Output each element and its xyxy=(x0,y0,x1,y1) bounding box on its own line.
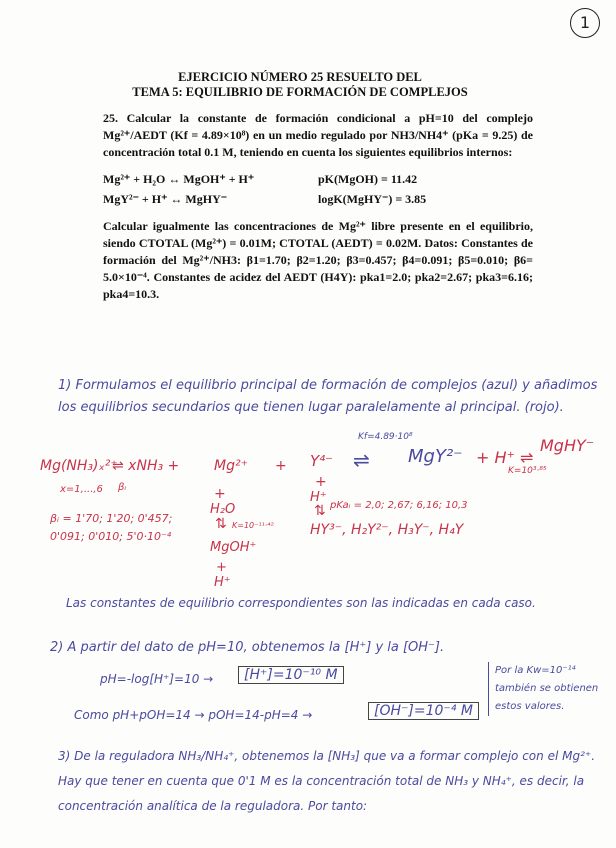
title-line-2: TEMA 5: EQUILIBRIO DE FORMACIÓN DE COMPLEJOS xyxy=(132,85,468,99)
beta-values: βᵢ = 1'70; 1'20; 0'457; 0'091; 0'010; 5'0·10⁻⁴ xyxy=(50,512,173,543)
h-concentration-box: [H⁺]=10⁻¹⁰ M xyxy=(238,666,344,684)
constants-note: Las constantes de equilibrio correspondientes son las indicadas en cada caso. xyxy=(66,596,536,610)
edta-anion: Y⁴⁻ xyxy=(310,452,334,470)
plus-xnh3: ⇌ xNH₃ + xyxy=(112,458,180,474)
equilibrium-2: MgY²⁻ + H⁺ ↔ MgHY⁻ xyxy=(103,192,228,206)
kf-label: Kf=4.89·10⁸ xyxy=(358,432,413,442)
mg-ion: Mg²⁺ xyxy=(214,458,248,474)
mghy-complex: MgHY⁻ xyxy=(540,436,595,455)
edta-protonated-species: HY³⁻, H₂Y²⁻, H₃Y⁻, H₄Y xyxy=(310,522,464,538)
water: H₂O xyxy=(210,502,236,517)
mgy-complex: MgY²⁻ xyxy=(408,446,463,467)
ph-equation: pH=-log[H⁺]=10 → xyxy=(100,672,214,686)
y-plus: + xyxy=(315,474,327,490)
proton-from-mg: H⁺ xyxy=(214,575,231,590)
oh-concentration-box: [OH⁻]=10⁻⁴ M xyxy=(368,702,479,720)
page-number: 1 xyxy=(570,8,600,38)
step-1-text: 1) Formulamos el equilibrio principal de formación de complejos (azul) y añadimos los equilibrios secundarios que tienen lugar paralelamente al principal. (rojo). xyxy=(58,378,598,415)
complex-mg-nh3: Mg(NH₃)ₓ²⁺ xyxy=(40,458,118,474)
pka-values: pKaᵢ = 2,0; 2,67; 6,16; 10,3 xyxy=(330,500,468,511)
step-3-text: 3) De la reguladora NH₃/NH₄⁺, obtenemos la [NH₃] que va a formar complejo con el Mg²⁺. Hay que tener en cuenta que 0'1 M es la concentración total de NH₃ y NH₄⁺, es decir, la concentración analítica de la reguladora. Por tanto: xyxy=(58,749,596,813)
k-mgoh-label: K=10⁻¹¹·⁴² xyxy=(232,521,274,530)
mg-plus-2: + xyxy=(216,560,227,575)
beta-label: βᵢ xyxy=(118,482,127,493)
x-range: x=1,...,6 xyxy=(60,484,103,495)
equilibrium-arrow-2: ⇌ xyxy=(520,448,534,467)
mg-side-arrow: ⇅ xyxy=(215,516,227,532)
y-side-arrow: ⇅ xyxy=(314,503,326,519)
plus-sign: + xyxy=(275,458,287,474)
step-2-text: 2) A partir del dato de pH=10, obtenemos la [H⁺] y la [OH⁻]. xyxy=(50,640,445,655)
main-equilibrium-arrow: ⇌ xyxy=(353,448,370,472)
k-mghy-label: K=10³·⁸⁵ xyxy=(508,466,547,476)
equilibrium-1: Mg²⁺ + H₂O ↔ MgOH⁺ + H⁺ xyxy=(103,172,255,186)
kw-side-note: Por la Kw=10⁻¹⁴ también se obtienen estos valores. xyxy=(488,662,607,716)
equilibrium-1-constant: pK(MgOH) = 11.42 xyxy=(318,172,418,186)
poh-equation: Como pH+pOH=14 → pOH=14-pH=4 → xyxy=(74,708,313,722)
problem-statement: 25. Calcular la constante de formación condicional a pH=10 del complejo Mg²⁺/AEDT (Kf = 4.89×10⁸) en un medio regulado por NH3/NH4⁺ (pKa = 9.25) de concentración total 0.1 M, teniendo en cuenta los siguientes equilibrios internos: xyxy=(103,111,533,159)
equilibrium-2-constant: logK(MgHY⁻) = 3.85 xyxy=(318,192,427,206)
plus-h-proton: + H⁺ xyxy=(476,448,515,467)
proton-y: H⁺ xyxy=(310,490,327,505)
title-line-1: EJERCICIO NÚMERO 25 RESUELTO DEL xyxy=(178,70,422,84)
problem-continued: Calcular igualmente las concentraciones de Mg²⁺ libre presente en el equilibrio, siendo CTOTAL (Mg²⁺) = 0.01M; CTOTAL (AEDT) = 0.02M. Datos: Constantes de formación del Mg²⁺/NH3: β1=1.70; β2=1.20; β3=0.457; β4=0.091; β5=0.010; β6= 5.0×10⁻⁴. Constantes de acidez del AEDT (H4Y): pka1=2.0; pka2=2.67; pka3=6.16; pka4=10.3. xyxy=(103,219,533,301)
mg-plus-1: + xyxy=(214,486,226,502)
mgoh-species: MgOH⁺ xyxy=(210,540,257,555)
